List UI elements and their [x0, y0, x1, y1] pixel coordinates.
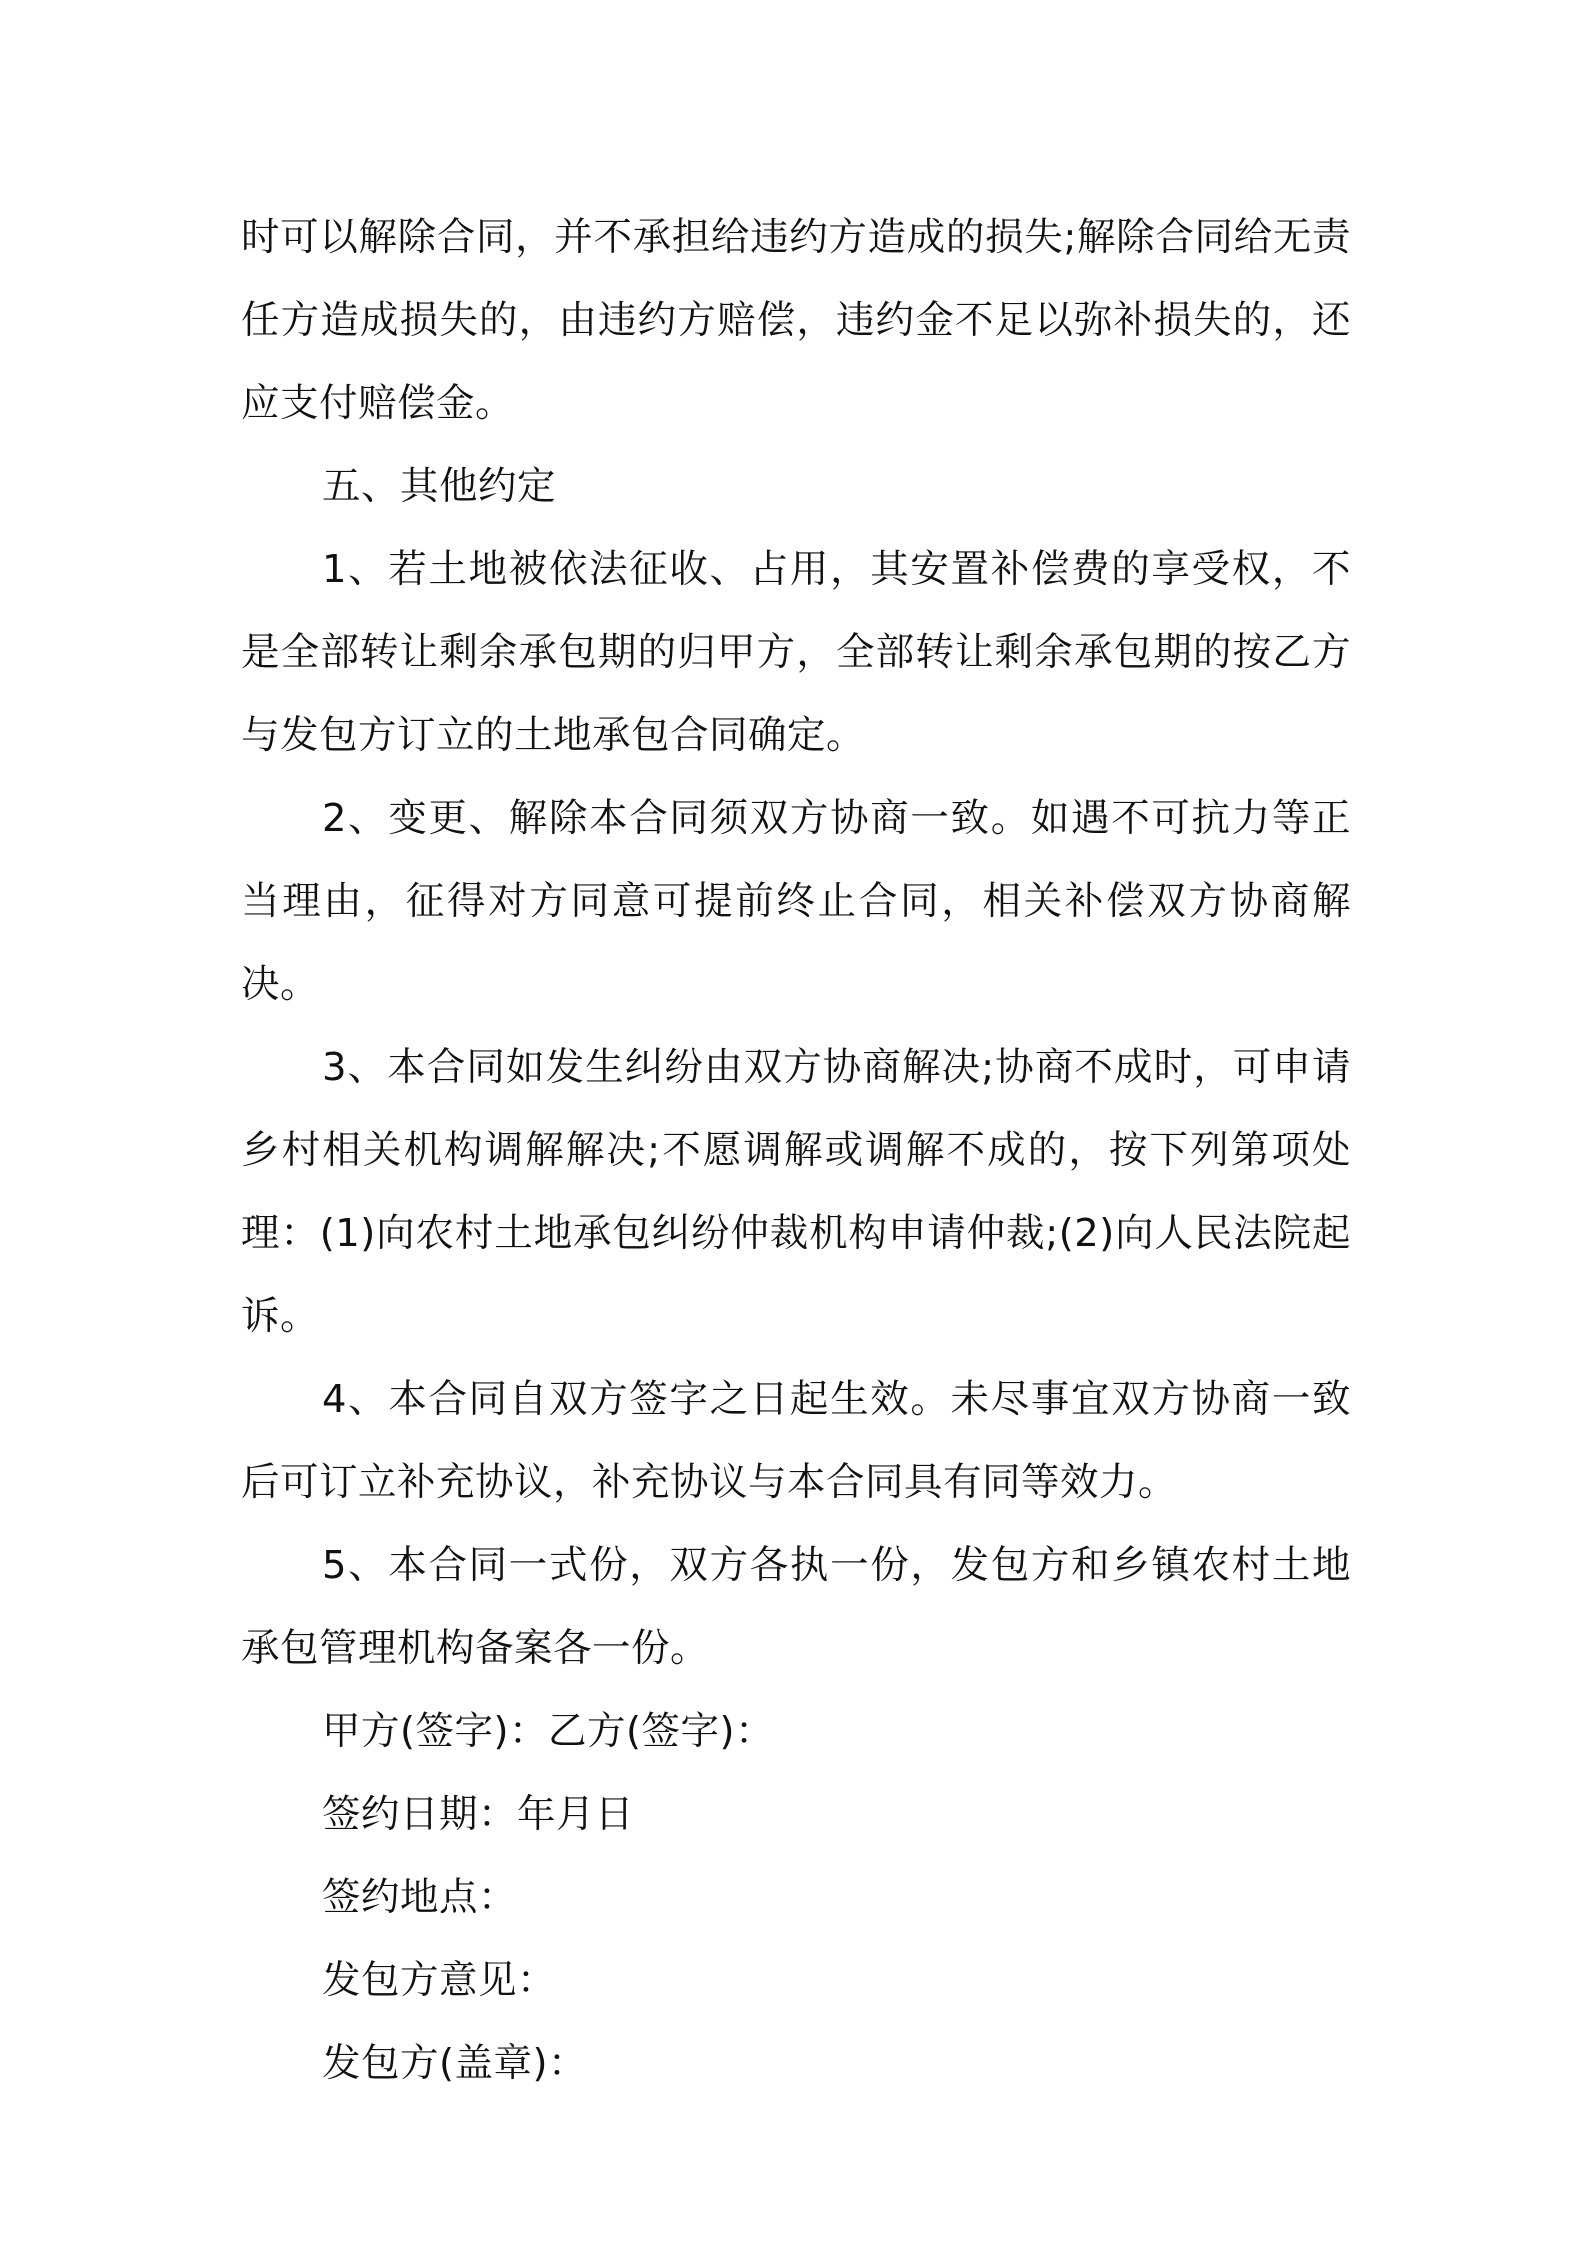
clause-4-effectiveness: 4、本合同自双方签字之日起生效。未尽事宜双方协商一致后可订立补充协议，补充协议与本合同具有同等效力。	[241, 1377, 1351, 1505]
clause-1-land-expropriation: 1、若土地被依法征收、占用，其安置补偿费的享受权，不是全部转让剩余承包期的归甲方，全部转让剩余承包期的按乙方与发包方订立的土地承包合同确定。	[241, 547, 1351, 758]
clause-5-copies: 5、本合同一式份，双方各执一份，发包方和乡镇农村土地承包管理机构备案各一份。	[241, 1543, 1351, 1671]
clause-2-change-termination: 2、变更、解除本合同须双方协商一致。如遇不可抗力等正当理由，征得对方同意可提前终止合同，相关补偿双方协商解决。	[241, 796, 1351, 1007]
clause-3-dispute-resolution: 3、本合同如发生纠纷由双方协商解决;协商不成时，可申请乡村相关机构调解解决;不愿调解或调解不成的，按下列第项处理：(1)向农村土地承包纠纷仲裁机构申请仲裁;(2)向人民法院起诉。	[241, 1045, 1351, 1339]
document-page	[241, 196, 1351, 2105]
signing-date-line: 签约日期：年月日	[322, 1792, 635, 1837]
contractor-seal-line: 发包方(盖章)：	[322, 2041, 588, 2086]
contractor-opinion-line: 发包方意见：	[322, 1958, 557, 2003]
section-heading-other-agreements: 五、其他约定	[322, 464, 557, 509]
paragraph-breach-continuation: 时可以解除合同，并不承担给违约方造成的损失;解除合同给无责任方造成损失的，由违约方赔偿，违约金不足以弥补损失的，还应支付赔偿金。	[241, 215, 1351, 426]
signature-parties-line: 甲方(签字)：乙方(签字)：	[322, 1709, 775, 1754]
signing-place-line: 签约地点：	[322, 1875, 518, 1920]
